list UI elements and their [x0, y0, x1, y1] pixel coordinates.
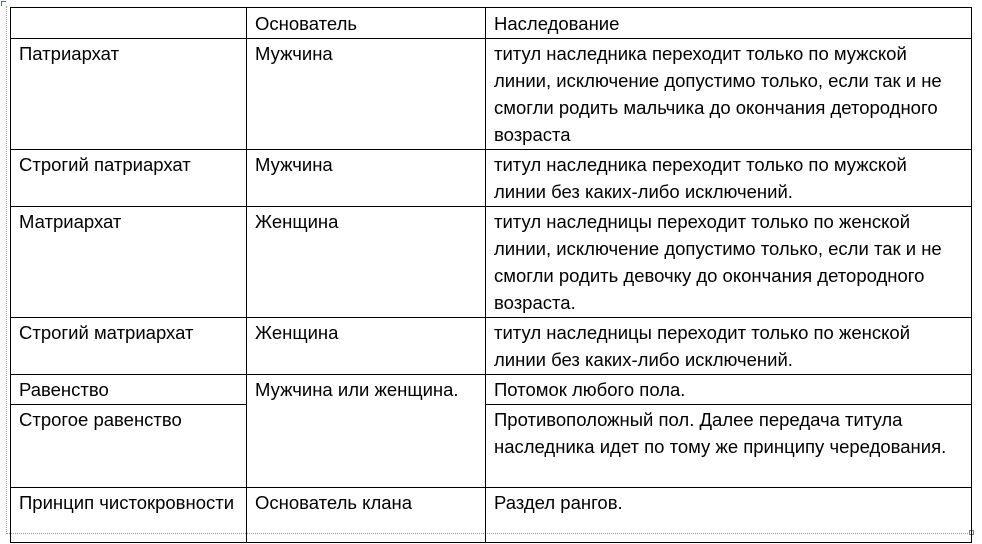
row-founder-cell: Мужчина [247, 39, 486, 150]
row-inheritance-cell: титул наследника переходит только по мужской линии без каких-либо исключений. [486, 150, 972, 207]
row-inheritance-cell: титул наследницы переходит только по женской линии, исключение допустимо только, если так и не смогли родить девочку до окончания детородного возраста. [486, 207, 972, 318]
table-header-row [11, 8, 972, 39]
row-founder-cell: Женщина [247, 207, 486, 318]
row-name-cell: Матриархат [11, 207, 247, 318]
row-name-cell: Принцип чистокровности [11, 488, 247, 543]
table-move-handle-icon[interactable] [0, 0, 6, 6]
table-row [11, 207, 972, 318]
header-cell-empty [11, 8, 247, 39]
inheritance-table [10, 7, 972, 543]
table-row [11, 318, 972, 375]
header-cell-inheritance: Наследование [486, 8, 972, 39]
row-inheritance-cell: титул наследника переходит только по мужской линии, исключение допустимо только, если так и не смогли родить мальчика до окончания детородного возраста [486, 39, 972, 150]
row-name-cell: Строгое равенство [11, 405, 247, 488]
row-name-cell: Строгий матриархат [11, 318, 247, 375]
table-row [11, 375, 972, 405]
row-founder-cell: Женщина [247, 318, 486, 375]
row-founder-cell: Основатель клана [247, 488, 486, 543]
row-inheritance-cell: Противоположный пол. Далее передача титула наследника идет по тому же принципу чередования. [486, 405, 972, 488]
row-name-cell: Равенство [11, 375, 247, 405]
table-row [11, 488, 972, 543]
row-name-cell: Строгий патриархат [11, 150, 247, 207]
table-row [11, 150, 972, 207]
row-founder-cell: Мужчина [247, 150, 486, 207]
table-row [11, 39, 972, 150]
table-row [11, 405, 972, 488]
row-inheritance-cell: Раздел рангов. [486, 488, 972, 543]
row-founder-cell-merged: Мужчина или женщина. [247, 375, 486, 488]
row-name-cell: Патриархат [11, 39, 247, 150]
row-inheritance-cell: Потомок любого пола. [486, 375, 972, 405]
header-cell-founder: Основатель [247, 8, 486, 39]
row-inheritance-cell: титул наследницы переходит только по женской линии без каких-либо исключений. [486, 318, 972, 375]
